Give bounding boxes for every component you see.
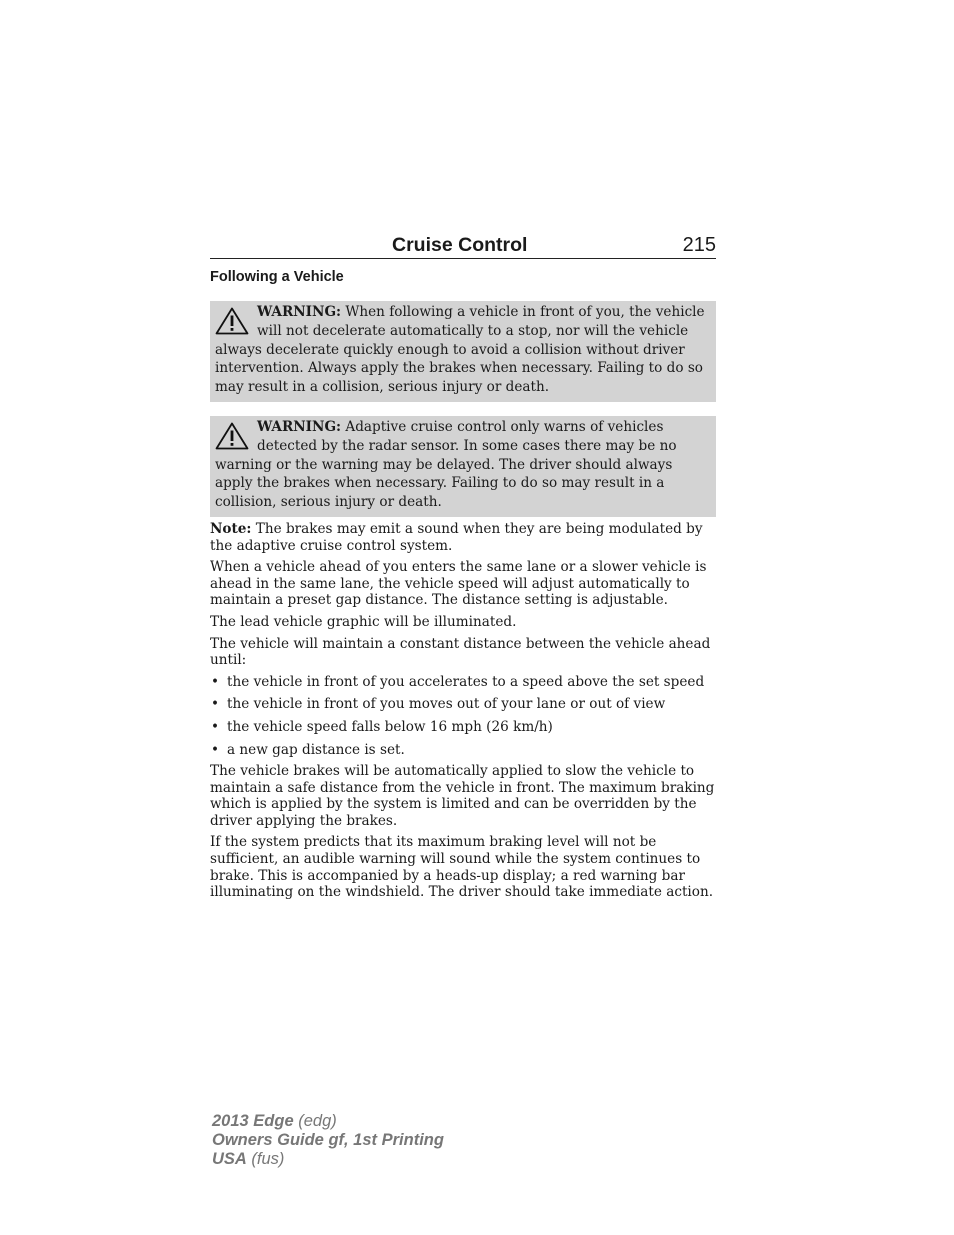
note-label: Note:: [210, 520, 252, 537]
paragraph-lead-graphic: The lead vehicle graphic will be illuminated.: [210, 613, 517, 630]
warning-triangle-icon: [215, 307, 249, 335]
warning-box-1: [210, 301, 716, 402]
warning-text: When following a vehicle in front of you, the vehicle will not decelerate automatically to a stop, nor will the vehicle always decelerate quickly enough to avoid a collision without driver intervention. Always apply the brakes when necessary. Failing to do so may result in a collision, serious injury or death.: [215, 304, 705, 396]
list-item: • a new gap distance is set.: [210, 742, 716, 759]
footer-market-line: [212, 1150, 444, 1169]
chapter-title: Cruise Control: [392, 233, 528, 256]
page-header: [210, 228, 716, 259]
warning-box-2: [210, 416, 716, 517]
list-item: • the vehicle in front of you accelerates to a speed above the set speed: [210, 674, 716, 691]
warning-label: WARNING:: [257, 304, 342, 320]
paragraph-audible-warning: If the system predicts that its maximum braking level will not be sufficient, an audible warning will sound while the system continues to brake. This is accompanied by a heads-up display; a red warning bar illuminating on the windshield. The driver should take immediate action.: [210, 834, 714, 901]
condition-list: [210, 674, 716, 758]
paragraph-gap-adjust: When a vehicle ahead of you enters the same lane or a slower vehicle is ahead in the same lane, the vehicle speed will adjust automatically to maintain a preset gap distance. The distance setting is adjustable.: [210, 559, 707, 609]
section-title: Following a Vehicle: [210, 269, 344, 285]
paragraph-maintain-distance: The vehicle will maintain a constant distance between the vehicle ahead until:: [210, 635, 711, 669]
page-footer: [212, 1112, 444, 1169]
warning-label: WARNING:: [257, 418, 342, 435]
footer-model-line: [212, 1112, 444, 1131]
note-text: The brakes may emit a sound when they are being modulated by the adaptive cruise control system.: [210, 520, 703, 554]
warning-triangle-icon: [215, 422, 249, 450]
list-item: • the vehicle speed falls below 16 mph (26 km/h): [210, 719, 716, 736]
note-paragraph: [210, 521, 716, 554]
footer-market-code: (fus): [246, 1150, 285, 1168]
list-item: • the vehicle in front of you moves out of your lane or out of view: [210, 696, 716, 713]
page-content: [210, 228, 716, 901]
paragraph-auto-braking: The vehicle brakes will be automatically applied to slow the vehicle to maintain a safe distance from the vehicle in front. The maximum braking which is applied by the system is limited and can be overridden by the driver applying the brakes.: [210, 763, 715, 829]
page-number: 215: [682, 234, 716, 256]
footer-model: 2013 Edge: [212, 1112, 294, 1130]
footer-guide-line: Owners Guide gf, 1st Printing: [212, 1131, 444, 1149]
footer-model-code: (edg): [293, 1112, 337, 1130]
warning-text: Adaptive cruise control only warns of vehicles detected by the radar sensor. In some cases there may be no warning or the warning may be delayed. The driver should always apply the brakes when necessary. Failing to do so may result in a collision, serious injury or death.: [215, 418, 677, 511]
footer-market: USA: [212, 1150, 247, 1168]
